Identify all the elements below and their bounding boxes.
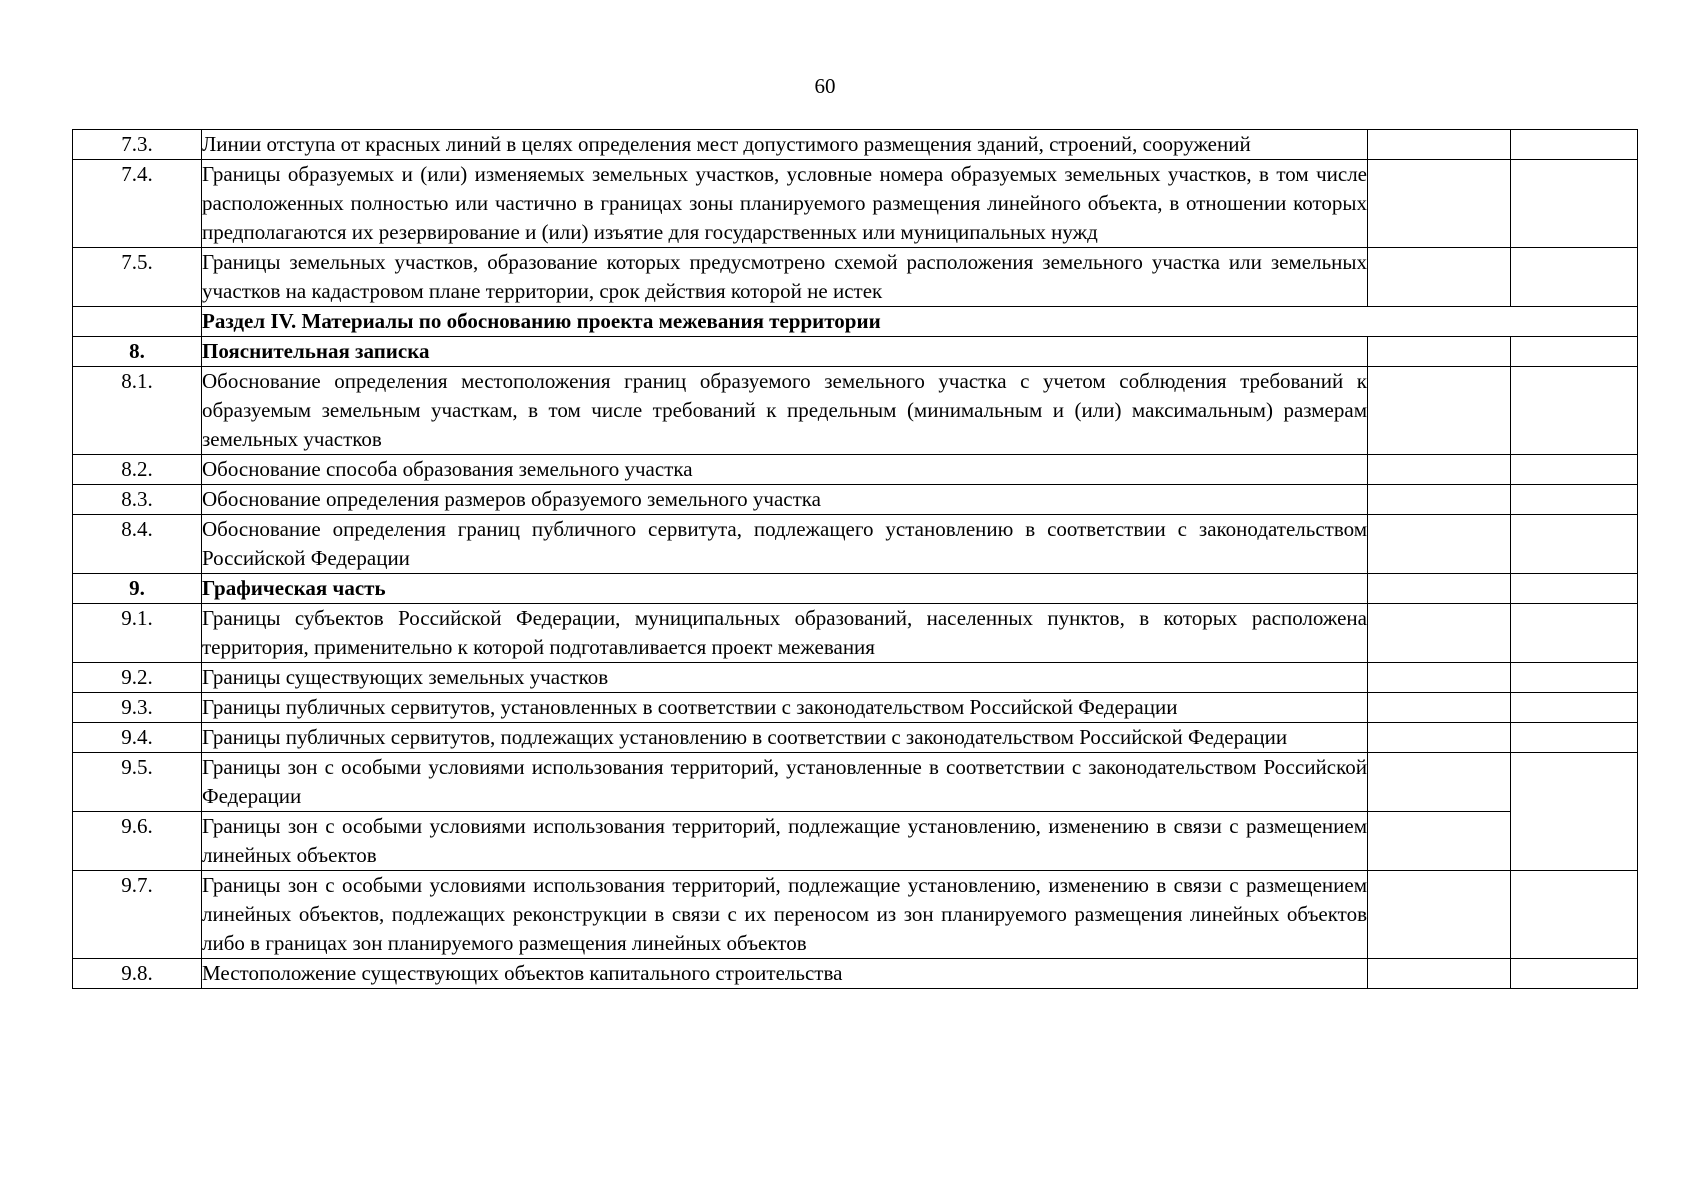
row-number: 7.3. [73, 130, 202, 160]
empty-cell [1511, 604, 1638, 663]
row-text: Границы образуемых и (или) изменяемых земельных участков, условные номера образуемых земельных участков, в том числе расположенных полностью или частично в границах зоны планируемого размещения линейного объекта, в отношении которых предполагаются их резервирование и (или) изъятие для государственных или муниципальных нужд [202, 160, 1368, 248]
empty-cell [1368, 753, 1511, 812]
empty-cell [1511, 485, 1638, 515]
row-number: 8. [73, 337, 202, 367]
row-text: Обоснование способа образования земельного участка [202, 455, 1368, 485]
row-number: 7.5. [73, 248, 202, 307]
row-number [73, 307, 202, 337]
row-text: Границы зон с особыми условиями использования территорий, подлежащие установлению, изменению в связи с размещением линейных объектов, подлежащих реконструкции в связи с их переносом из зон планируемого размещения линейных объектов либо в границах зон планируемого размещения линейных объектов [202, 871, 1368, 959]
row-text: Границы публичных сервитутов, подлежащих установлению в соответствии с законодательством Российской Федерации [202, 723, 1368, 753]
row-number: 9.3. [73, 693, 202, 723]
empty-cell [1511, 515, 1638, 574]
empty-cell [1368, 367, 1511, 455]
row-text: Графическая часть [202, 574, 1368, 604]
empty-cell [1511, 248, 1638, 307]
section-heading: Раздел IV. Материалы по обоснованию проекта межевания территории [202, 307, 1638, 337]
table-row [73, 959, 1638, 989]
row-text: Обоснование определения границ публичного сервитута, подлежащего установлению в соответствии с законодательством Российской Федерации [202, 515, 1368, 574]
empty-cell [1368, 160, 1511, 248]
empty-cell-merged [1511, 753, 1638, 871]
row-text: Границы зон с особыми условиями использования территорий, подлежащие установлению, изменению в связи с размещением линейных объектов [202, 812, 1368, 871]
table-row [73, 663, 1638, 693]
empty-cell [1511, 871, 1638, 959]
row-number: 9.4. [73, 723, 202, 753]
table-row [73, 604, 1638, 663]
row-number: 8.1. [73, 367, 202, 455]
empty-cell [1368, 130, 1511, 160]
row-number: 7.4. [73, 160, 202, 248]
empty-cell [1368, 604, 1511, 663]
table-row [73, 367, 1638, 455]
row-text: Границы земельных участков, образование которых предусмотрено схемой расположения земельного участка или земельных участков на кадастровом плане территории, срок действия которой не истек [202, 248, 1368, 307]
table-row [73, 871, 1638, 959]
row-number: 9.6. [73, 812, 202, 871]
row-text: Обоснование определения размеров образуемого земельного участка [202, 485, 1368, 515]
empty-cell [1511, 367, 1638, 455]
table-row [73, 130, 1638, 160]
empty-cell [1368, 455, 1511, 485]
section-row [73, 307, 1638, 337]
row-number: 8.3. [73, 485, 202, 515]
empty-cell [1511, 663, 1638, 693]
table-row [73, 485, 1638, 515]
empty-cell [1511, 693, 1638, 723]
empty-cell [1511, 574, 1638, 604]
row-number: 8.4. [73, 515, 202, 574]
empty-cell [1368, 337, 1511, 367]
table-row [73, 574, 1638, 604]
empty-cell [1368, 485, 1511, 515]
empty-cell [1511, 959, 1638, 989]
row-number: 9. [73, 574, 202, 604]
row-number: 9.8. [73, 959, 202, 989]
empty-cell [1511, 337, 1638, 367]
document-table [72, 129, 1638, 989]
empty-cell [1511, 130, 1638, 160]
empty-cell [1368, 515, 1511, 574]
table-row [73, 160, 1638, 248]
row-number: 9.7. [73, 871, 202, 959]
empty-cell [1368, 574, 1511, 604]
table-row [73, 337, 1638, 367]
table-row [73, 455, 1638, 485]
table-row [73, 248, 1638, 307]
empty-cell [1368, 812, 1511, 871]
page-number: 60 [814, 74, 836, 98]
table-row [73, 693, 1638, 723]
table-row [73, 515, 1638, 574]
row-text: Границы существующих земельных участков [202, 663, 1368, 693]
empty-cell [1511, 160, 1638, 248]
empty-cell [1368, 959, 1511, 989]
row-text: Границы субъектов Российской Федерации, муниципальных образований, населенных пунктов, в которых расположена территория, применительно к которой подготавливается проект межевания [202, 604, 1368, 663]
row-text: Местоположение существующих объектов капитального строительства [202, 959, 1368, 989]
empty-cell [1368, 663, 1511, 693]
row-number: 8.2. [73, 455, 202, 485]
row-text: Пояснительная записка [202, 337, 1368, 367]
row-text: Границы зон с особыми условиями использования территорий, установленные в соответствии с законодательством Российской Федерации [202, 753, 1368, 812]
empty-cell [1368, 693, 1511, 723]
empty-cell [1511, 455, 1638, 485]
table-row [73, 723, 1638, 753]
row-number: 9.1. [73, 604, 202, 663]
row-text: Линии отступа от красных линий в целях определения мест допустимого размещения зданий, строений, сооружений [202, 130, 1368, 160]
empty-cell [1511, 723, 1638, 753]
empty-cell [1368, 871, 1511, 959]
table-row [73, 753, 1638, 812]
row-number: 9.5. [73, 753, 202, 812]
row-number: 9.2. [73, 663, 202, 693]
empty-cell [1368, 723, 1511, 753]
empty-cell [1368, 248, 1511, 307]
row-text: Обоснование определения местоположения границ образуемого земельного участка с учетом соблюдения требований к образуемым земельным участкам, в том числе требований к предельным (минимальным и (или) максимальным) размерам земельных участков [202, 367, 1368, 455]
row-text: Границы публичных сервитутов, установленных в соответствии с законодательством Российской Федерации [202, 693, 1368, 723]
table-row [73, 812, 1638, 871]
